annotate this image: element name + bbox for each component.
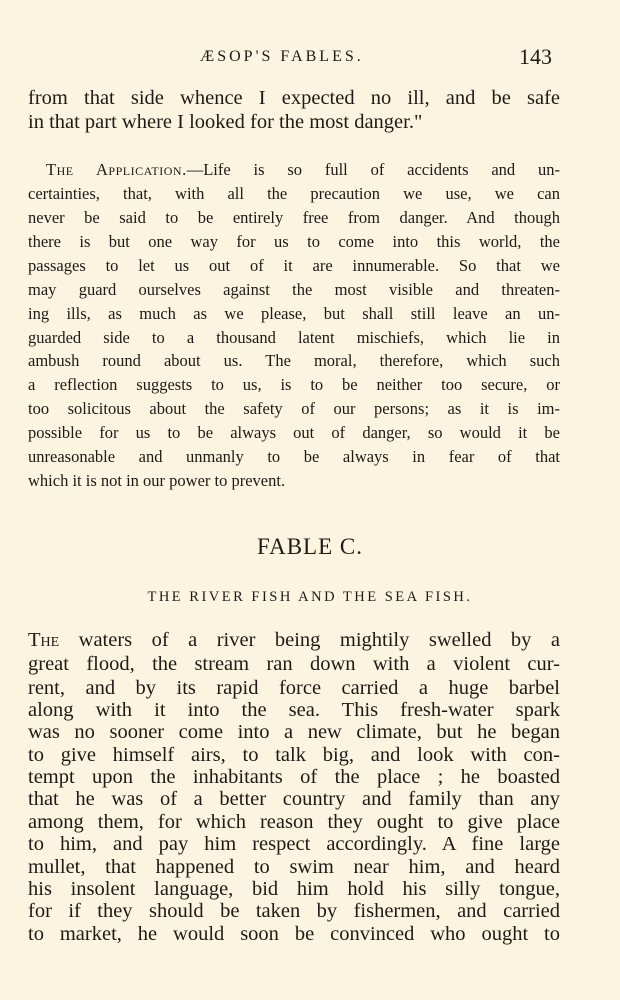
text-line: ambush round about us. The moral, therefore, which such — [28, 351, 560, 370]
fable-subtitle: THE RIVER FISH AND THE SEA FISH. — [147, 589, 473, 605]
text-line: too solicitous about the safety of our persons; as it is im- — [28, 399, 560, 418]
text-line: was no sooner come into a new climate, but he began — [28, 721, 560, 743]
text-line: guarded side to a thousand latent mischiefs, which lie in — [28, 328, 560, 347]
text-fragment: —Life is so full of accidents and un- — [186, 160, 560, 179]
text-fragment: waters of a river being mightily swelled by a — [59, 629, 560, 651]
text-line: from that side whence I expected no ill, and be safe — [28, 87, 560, 109]
text-line: a reflection suggests to us, is to be neither too secure, or — [28, 375, 560, 394]
text-line: in that part where I looked for the most danger." — [28, 111, 423, 133]
text-line: mullet, that happened to swim near him, and heard — [28, 856, 560, 878]
application-label: The Application. — [46, 160, 187, 179]
text-line: never be said to be entirely free from danger. And though — [28, 208, 560, 227]
text-line: to market, he would soon be convinced who ought to — [28, 923, 560, 945]
text-line: his insolent language, bid him hold his silly tongue, — [28, 878, 560, 900]
text-line: among them, for which reason they ought to give place — [28, 811, 560, 833]
page-header — [0, 44, 620, 74]
text-line: rent, and by its rapid force carried a huge barbel — [28, 677, 560, 699]
text-line — [28, 160, 560, 180]
running-title: ÆSOP'S FABLES. — [200, 48, 364, 65]
text-line: to give himself airs, to talk big, and look with con- — [28, 744, 560, 766]
text-line: certainties, that, with all the precaution we use, we can — [28, 184, 560, 203]
text-line: that he was of a better country and family than any — [28, 788, 560, 810]
text-line: for if they should be taken by fishermen, and carried — [28, 900, 560, 922]
text-line: great flood, the stream ran down with a violent cur- — [28, 653, 560, 675]
text-line: may guard ourselves against the most visible and threaten- — [28, 280, 560, 299]
fable-lead-word: The — [28, 629, 60, 651]
text-line: tempt upon the inhabitants of the place ; he boasted — [28, 766, 560, 788]
text-line: passages to let us out of it are innumerable. So that we — [28, 256, 560, 275]
text-line: there is but one way for us to come into this world, the — [28, 232, 560, 251]
text-line: possible for us to be always out of danger, so would it be — [28, 423, 560, 442]
text-line: unreasonable and unmanly to be always in fear of that — [28, 447, 560, 466]
text-line: to him, and pay him respect accordingly. A fine large — [28, 833, 560, 855]
text-line: ing ills, as much as we please, but shall still leave an un- — [28, 304, 560, 323]
text-line — [28, 628, 560, 652]
text-line: which it is not in our power to prevent. — [28, 471, 286, 490]
fable-title: FABLE C. — [257, 534, 363, 559]
text-line: along with it into the sea. This fresh-water spark — [28, 699, 560, 721]
page-number: 143 — [519, 44, 552, 69]
